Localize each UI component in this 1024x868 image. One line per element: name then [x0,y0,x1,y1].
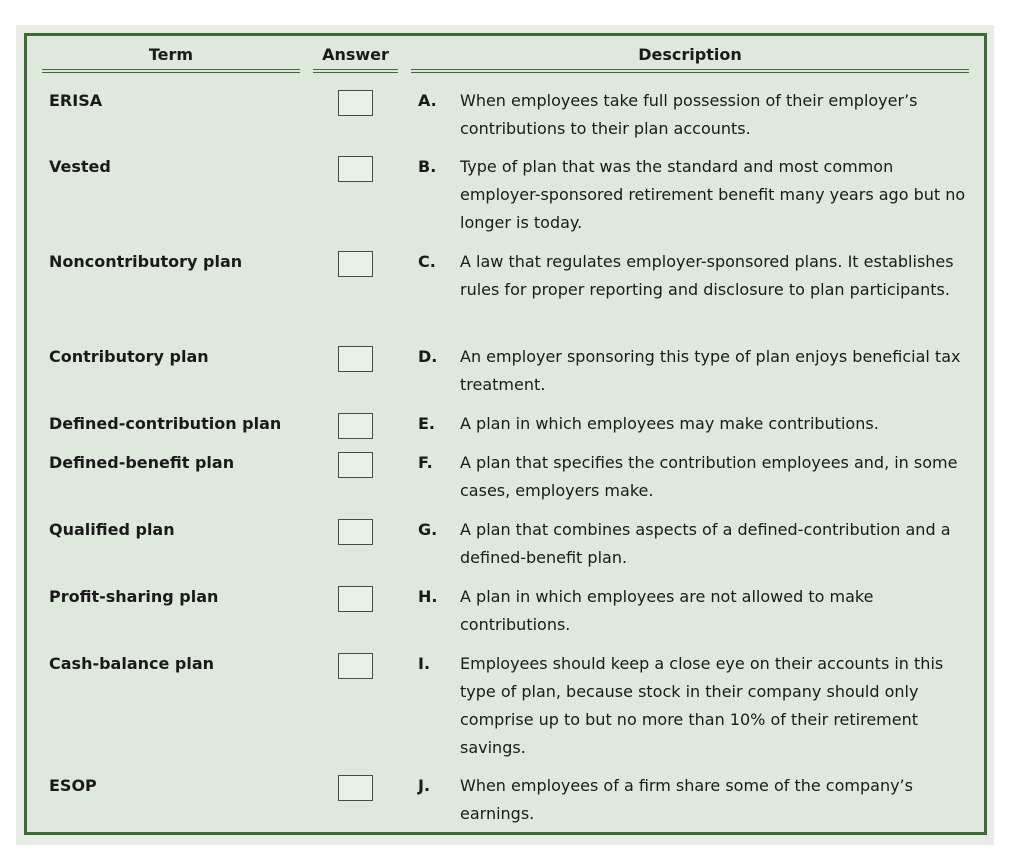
description-letter: H. [418,587,438,606]
term-label: Profit-sharing plan [49,587,219,606]
description-text: When employees of a firm share some of the company’s earnings. [460,776,913,823]
answer-column-header [313,36,398,74]
description-text: Type of plan that was the standard and most common employer-sponsored retirement benefit many years ago but no longer is today. [460,157,966,232]
answer-header-divider [313,69,398,73]
answer-input-box[interactable] [338,251,373,277]
answer-input-box[interactable] [338,586,373,612]
answer-input-box[interactable] [338,90,373,116]
answer-input-box[interactable] [338,156,373,182]
term-label: ESOP [49,776,97,795]
description-column-header [411,36,969,74]
description-text: A plan that specifies the contribution employees and, in some cases, employers make. [460,453,958,500]
description-text: When employees take full possession of their employer’s contributions to their plan accounts. [460,91,918,138]
description-letter: F. [418,453,433,472]
term-label: ERISA [49,91,103,110]
description-letter: J. [418,776,431,795]
description-letter: D. [418,347,438,366]
term-label: Defined-contribution plan [49,414,282,433]
description-letter: A. [418,91,437,110]
description-text: Employees should keep a close eye on their accounts in this type of plan, because stock in their company should only comprise up to but no more than 10% of their retirement savings. [460,654,944,757]
answer-input-box[interactable] [338,653,373,679]
answer-input-box[interactable] [338,775,373,801]
description-text: A plan in which employees may make contributions. [460,414,879,433]
term-label: Contributory plan [49,347,209,366]
description-letter: C. [418,252,436,271]
term-header-label: Term [148,45,194,64]
description-letter: E. [418,414,436,433]
matching-table [24,33,987,835]
term-label: Defined-benefit plan [49,453,235,472]
description-letter: G. [418,520,438,539]
answer-input-box[interactable] [338,346,373,372]
description-text: A plan that combines aspects of a defined-contribution and a defined-benefit plan. [460,520,951,567]
answer-input-box[interactable] [338,413,373,439]
answer-header-label: Answer [322,45,389,64]
description-header-label: Description [638,45,742,64]
answer-input-box[interactable] [338,519,373,545]
description-letter: B. [418,157,437,176]
matching-exercise-panel [16,25,994,845]
description-letter: I. [418,654,431,673]
answer-input-box[interactable] [338,452,373,478]
term-label: Vested [49,157,111,176]
description-header-divider [411,69,969,73]
description-text: A law that regulates employer-sponsored plans. It establishes rules for proper reporting and disclosure to plan participants. [460,252,954,299]
description-text: An employer sponsoring this type of plan enjoys beneficial tax treatment. [460,347,961,394]
term-header-divider [42,69,300,73]
description-text: A plan in which employees are not allowed to make contributions. [460,587,874,634]
term-label: Cash-balance plan [49,654,215,673]
term-label: Noncontributory plan [49,252,243,271]
term-column-header [42,36,300,74]
term-label: Qualified plan [49,520,175,539]
